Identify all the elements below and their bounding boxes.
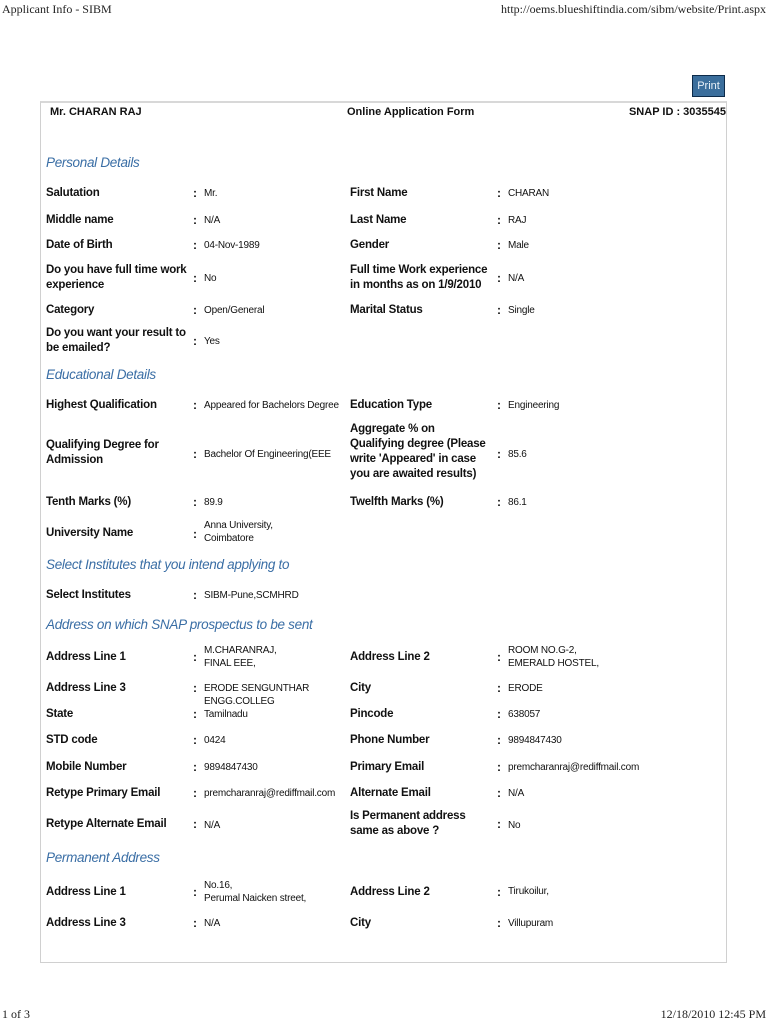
field-value: 04-Nov-1989 (204, 240, 260, 251)
field-value: ROOM NO.G-2, EMERALD HOSTEL, (508, 645, 599, 669)
field-value: Appeared for Bachelors Degree (204, 400, 339, 411)
page-counter: 1 of 3 (2, 1007, 30, 1021)
field-value: Bachelor Of Engineering(EEE (204, 449, 331, 460)
field-value: Mr. (204, 188, 218, 199)
field-label: Address Line 2 (350, 886, 430, 898)
field-label: Tenth Marks (%) (46, 496, 131, 508)
field-value: premcharanraj@rediffmail.com (204, 788, 336, 799)
field-value: Male (508, 240, 529, 251)
snap-id: SNAP ID : 3035545 (628, 106, 726, 118)
field-label: Qualifying Degree for Admission (46, 439, 159, 466)
field-value: Open/General (204, 305, 265, 316)
field-label: Category (46, 304, 95, 316)
field-value: 89.9 (204, 497, 223, 508)
print-footer (0, 1005, 768, 1023)
field-label: Pincode (350, 708, 394, 720)
field-label: STD code (46, 734, 98, 746)
field-value: ERODE SENGUNTHAR ENGG.COLLEG (204, 683, 310, 707)
page-title: Applicant Info - SIBM (2, 2, 112, 16)
field-label: University Name (46, 527, 134, 539)
field-value: N/A (204, 820, 221, 831)
section-permanent-address: Permanent Address (46, 850, 160, 865)
field-label: Retype Alternate Email (46, 818, 167, 830)
field-label: Aggregate % on Qualifying degree (Please write 'Appeared' in case you are awaited results) (350, 423, 486, 480)
field-value: M.CHARANRAJ, FINAL EEE, (204, 645, 277, 669)
field-label: City (350, 682, 371, 694)
field-label: Highest Qualification (46, 399, 157, 411)
field-label: Address Line 1 (46, 651, 126, 663)
field-value: No (508, 820, 521, 831)
field-value: 9894847430 (508, 735, 562, 746)
section-educational-details: Educational Details (46, 367, 156, 382)
field-label: Education Type (350, 399, 432, 411)
field-label: Phone Number (350, 734, 430, 746)
print-datetime: 12/18/2010 12:45 PM (660, 1007, 766, 1021)
field-label: Address Line 1 (46, 886, 126, 898)
field-value: ERODE (508, 683, 543, 694)
field-label: Address Line 3 (46, 682, 126, 694)
field-label: Alternate Email (350, 787, 431, 799)
field-value: 9894847430 (204, 762, 258, 773)
field-value: N/A (508, 273, 525, 284)
field-label: Do you want your result to be emailed? (46, 327, 186, 354)
field-label: First Name (350, 187, 408, 199)
field-label: Address Line 3 (46, 917, 126, 929)
field-label: Retype Primary Email (46, 787, 161, 799)
field-value: Single (508, 305, 535, 316)
field-label: Do you have full time work experience (46, 264, 187, 291)
field-label: Gender (350, 239, 390, 251)
field-value: No.16, Perumal Naicken street, (204, 880, 307, 904)
field-label: Primary Email (350, 761, 425, 773)
form-header (0, 103, 768, 123)
field-value: premcharanraj@rediffmail.com (508, 762, 640, 773)
field-label: Address Line 2 (350, 651, 430, 663)
field-value: Villupuram (508, 918, 554, 929)
field-value: CHARAN (508, 188, 550, 199)
field-value: SIBM-Pune,SCMHRD (204, 590, 299, 601)
field-value: Anna University, Coimbatore (204, 520, 273, 544)
field-label: Full time Work experience in months as on 1/9/2010 (350, 264, 488, 291)
field-value: N/A (204, 918, 221, 929)
field-value: 0424 (204, 735, 226, 746)
field-value: 85.6 (508, 449, 527, 460)
field-value: RAJ (508, 215, 527, 226)
section-personal-details: Personal Details (46, 155, 140, 170)
field-value: Tirukoilur, (508, 886, 549, 897)
field-label: Date of Birth (46, 239, 113, 251)
field-label: Salutation (46, 187, 100, 199)
field-value: N/A (204, 215, 221, 226)
applicant-name: Mr. CHARAN RAJ (50, 106, 142, 118)
print-header (0, 0, 768, 18)
form-title: Online Application Form (347, 106, 475, 118)
field-label: City (350, 917, 371, 929)
field-label: State (46, 708, 74, 720)
field-value: Engineering (508, 400, 560, 411)
field-value: Yes (204, 336, 220, 347)
field-label: Last Name (350, 214, 407, 226)
field-label: Middle name (46, 214, 114, 226)
field-label: Is Permanent address same as above ? (350, 810, 466, 837)
section-select-institutes: Select Institutes that you intend applying to (46, 557, 290, 572)
page-url: http://oems.blueshiftindia.com/sibm/website/Print.aspx (501, 2, 766, 16)
field-value: No (204, 273, 217, 284)
field-label: Twelfth Marks (%) (350, 496, 444, 508)
field-label: Marital Status (350, 304, 423, 316)
field-value: 86.1 (508, 497, 527, 508)
field-label: Mobile Number (46, 761, 127, 773)
field-value: N/A (508, 788, 525, 799)
print-button[interactable]: Print (692, 75, 725, 97)
section-address: Address on which SNAP prospectus to be sent (46, 617, 313, 632)
field-value: 638057 (508, 709, 541, 720)
field-label: Select Institutes (46, 589, 131, 601)
field-value: Tamilnadu (204, 709, 248, 720)
